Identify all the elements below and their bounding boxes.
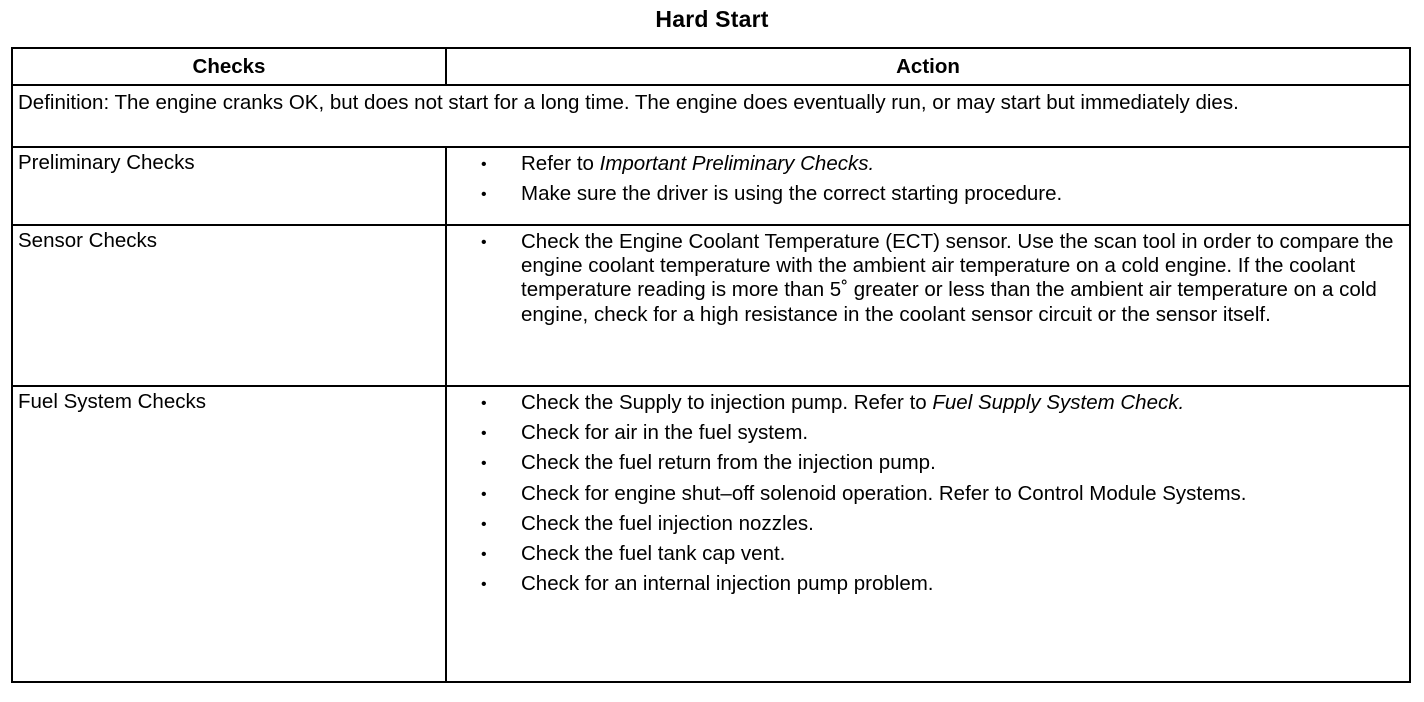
list-item: • Check for air in the fuel system. [481,421,1397,445]
table-row [12,386,1410,682]
row-label: Sensor Checks [12,225,446,386]
definition-row [12,85,1410,147]
action-column-header: Action [446,48,1410,85]
table-row [12,225,1410,386]
checks-column-header: Checks [12,48,446,85]
row-label: Preliminary Checks [12,147,446,225]
action-cell [446,147,1410,225]
action-cell [446,386,1410,682]
hard-start-table [11,47,1411,683]
list-item: • Check the fuel tank cap vent. [481,542,1397,566]
reference-text: Fuel Supply System Check. [932,391,1185,414]
action-cell [446,225,1410,386]
action-list [481,152,1397,206]
list-item [481,152,1397,176]
list-item: • Check the fuel injection nozzles. [481,512,1397,536]
table-row [12,147,1410,225]
action-list [481,230,1397,327]
list-item: • Check for engine shut–off solenoid operation. Refer to Control Module Systems. [481,482,1397,506]
page-title: Hard Start [655,6,769,32]
definition-text: Definition: The engine cranks OK, but does not start for a long time. The engine does eventually run, or may start but immediately dies. [12,85,1410,147]
list-item: • Check for an internal injection pump problem. [481,572,1397,596]
list-item: • Check the fuel return from the injection pump. [481,451,1397,475]
list-item [481,391,1397,415]
list-item: • Check the Engine Coolant Temperature (ECT) sensor. Use the scan tool in order to compare the engine coolant temperature with the ambient air temperature on a cold engine. If the coolant temperature reading is more than 5˚ greater or less than the ambient air temperature on a cold engine, check for a high resistance in the coolant sensor circuit or the sensor itself. [481,230,1397,327]
row-label: Fuel System Checks [12,386,446,682]
action-text: Check the Supply to injection pump. Refer to [521,391,933,414]
action-list [481,391,1397,596]
action-text: Refer to [521,152,600,175]
header-row [12,48,1410,85]
list-item: • Make sure the driver is using the correct starting procedure. [481,182,1397,206]
reference-text: Important Preliminary Checks. [599,152,875,175]
